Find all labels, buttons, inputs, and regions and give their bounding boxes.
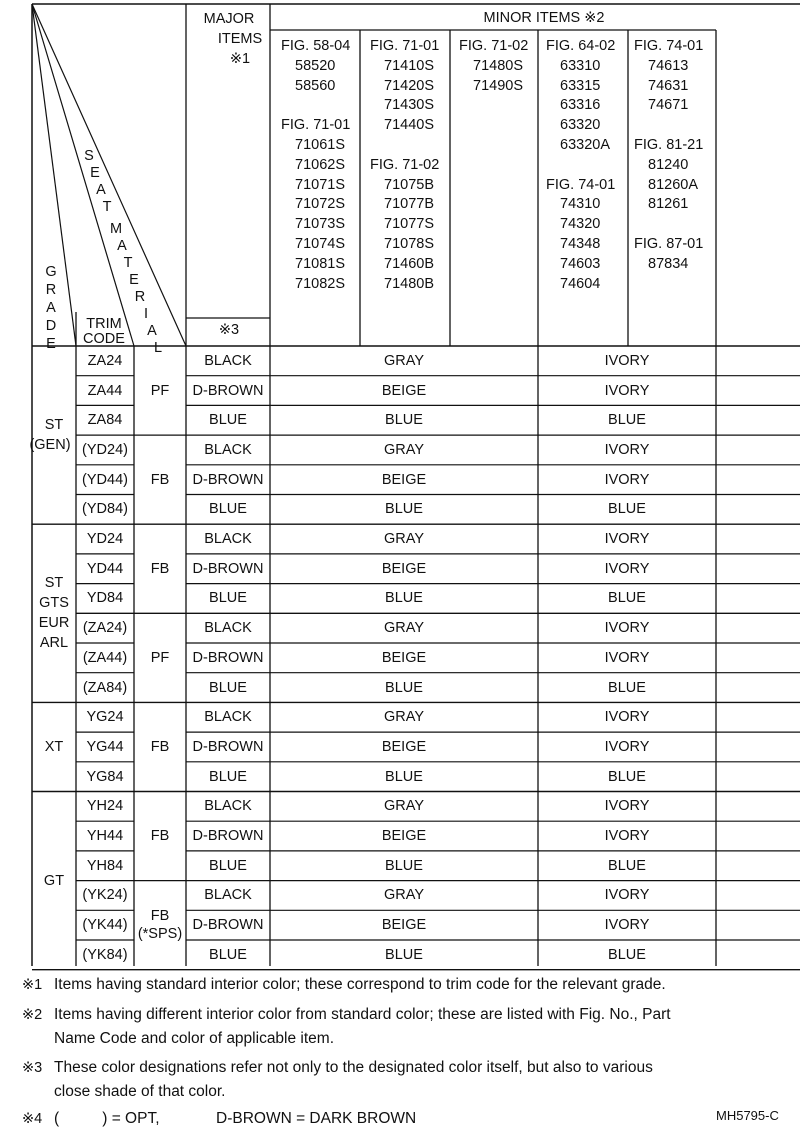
fig-number: FIG. 71-02 [370, 156, 440, 173]
fig-number: FIG. 71-01 [370, 38, 440, 54]
trim-header-line2: CODE [83, 331, 125, 347]
part-code: 71078S [384, 236, 434, 252]
seat-material-letter: A [96, 182, 106, 198]
trim-code-cell: ZA24 [87, 352, 123, 369]
major-color-cell: BLACK [204, 620, 252, 637]
part-code: 71410S [384, 57, 434, 74]
note1-text: Items having standard interior color; these correspond to trim code for the relevant grade. [54, 976, 666, 993]
major-color-cell: BLUE [209, 501, 247, 518]
minor-color-cell: IVORY [604, 560, 650, 577]
minor-color-cell: GRAY [383, 531, 425, 548]
part-code: 63310 [560, 57, 601, 74]
grade-cell: XT [44, 738, 64, 755]
minor-color-cell: GRAY [383, 352, 425, 369]
part-code: 71081S [295, 255, 345, 272]
part-code: 63320A [560, 137, 610, 153]
seat-material-cell: PF [150, 382, 170, 399]
fig-number: FIG. 71-02 [459, 38, 529, 54]
note4-abbreviation: D-BROWN = DARK BROWN [216, 1110, 417, 1127]
trim-code-cell: (YD44) [82, 471, 128, 488]
seat-material-letter: E [129, 272, 139, 288]
minor-color-cell: BEIGE [381, 382, 427, 399]
minor-color-cell: BLUE [385, 857, 423, 874]
minor-color-cell: BLUE [385, 590, 423, 607]
grade-header-letter: E [46, 336, 56, 352]
trim-code-cell: (ZA44) [82, 649, 128, 666]
minor-color-cell: GRAY [383, 798, 425, 815]
part-code: 71460B [384, 255, 434, 272]
minor-color-cell: GRAY [383, 709, 425, 726]
major-color-cell: BLUE [209, 590, 247, 607]
part-code: 71440S [384, 117, 434, 134]
minor-items-header: MINOR ITEMS ※2 [483, 10, 605, 26]
part-code: 74604 [560, 275, 601, 292]
major-color-cell: BLACK [204, 798, 252, 815]
seat-material-letter: M [109, 221, 123, 237]
minor-color-cell: IVORY [604, 441, 650, 458]
part-code: 71480B [384, 275, 434, 292]
minor-color-cell: BEIGE [381, 471, 427, 488]
trim-header-line1: TRIM [86, 316, 122, 332]
part-code: 58520 [295, 57, 336, 74]
minor-color-cell: BLUE [608, 946, 646, 963]
part-code: 63320 [560, 117, 601, 134]
seat-material-cell: FB [150, 738, 170, 755]
part-code: 71490S [473, 77, 523, 94]
part-code: 63315 [560, 77, 601, 94]
grade-header-letter: D [45, 318, 57, 334]
part-code: 87834 [648, 255, 689, 272]
note2-mark: ※2 [22, 1007, 43, 1023]
major-color-cell: BLACK [204, 709, 252, 726]
fig-number: FIG. 74-01 [546, 176, 616, 193]
document-code: MH5795-C [716, 1108, 779, 1123]
minor-color-cell: BEIGE [381, 560, 427, 577]
grade-header-letter: R [45, 282, 57, 298]
trim-code-cell: (YK84) [82, 946, 128, 963]
seat-material-cell: FB [150, 828, 170, 845]
seat-material-letter: S [84, 148, 94, 164]
trim-code-cell: YD24 [86, 531, 124, 548]
major-items-header-line1: MAJOR [203, 11, 255, 27]
fig-number: FIG. 81-21 [634, 137, 704, 153]
seat-material-cell: (*SPS) [137, 926, 183, 943]
note4-mark: ※4 [22, 1111, 43, 1127]
minor-color-cell: GRAY [383, 887, 425, 904]
part-code: 74310 [560, 196, 601, 213]
major-color-cell: D-BROWN [192, 382, 264, 399]
major-items-header-line2: ITEMS [217, 31, 263, 47]
note2-text-line1: Items having different interior color from standard color; these are listed with Fig. No., Part [54, 1006, 671, 1023]
trim-code-cell: YH44 [86, 828, 124, 845]
fig-number: FIG. 71-01 [281, 117, 351, 134]
grade-cell: GTS [39, 595, 69, 612]
minor-color-cell: BLUE [385, 501, 423, 518]
minor-color-cell: BLUE [608, 857, 646, 874]
major-color-cell: BLUE [209, 679, 247, 696]
major-color-cell: BLACK [204, 887, 252, 904]
seat-material-cell: FB [150, 560, 170, 577]
minor-color-cell: BLUE [608, 768, 646, 785]
part-code: 81261 [648, 196, 689, 213]
minor-color-cell: BLUE [608, 679, 646, 696]
trim-code-cell: YH24 [86, 798, 124, 815]
color-note-mark: ※3 [218, 322, 240, 338]
note3-text-line2: close shade of that color. [54, 1083, 226, 1100]
trim-code-cell: YG44 [86, 738, 124, 755]
note4-opt: ( ) = OPT, [54, 1110, 160, 1127]
note3-text-line1: These color designations refer not only to the designated color itself, but also to various [54, 1059, 653, 1076]
grade-header-letter: A [46, 300, 56, 316]
seat-material-letter: E [90, 165, 100, 181]
part-code: 71075B [384, 176, 434, 193]
note3-mark: ※3 [22, 1060, 43, 1076]
seat-material-cell: FB [150, 471, 170, 488]
trim-code-cell: (YD24) [82, 441, 128, 458]
part-code: 74320 [560, 216, 601, 233]
seat-material-cell: PF [150, 649, 170, 666]
seat-material-letter: T [102, 199, 112, 215]
minor-color-cell: IVORY [604, 798, 650, 815]
trim-code-cell: (YK24) [82, 887, 128, 904]
minor-color-cell: IVORY [604, 738, 650, 755]
minor-color-cell: GRAY [383, 620, 425, 637]
major-color-cell: D-BROWN [192, 560, 264, 577]
seat-material-cell: FB [150, 908, 170, 925]
minor-color-cell: IVORY [604, 887, 650, 904]
part-code: 74671 [648, 97, 689, 114]
part-code: 74631 [648, 77, 689, 94]
part-code: 71062S [295, 156, 345, 173]
note1-mark: ※1 [22, 977, 43, 993]
part-code: 71077B [384, 196, 434, 213]
minor-color-cell: BEIGE [381, 738, 427, 755]
seat-material-letter: A [117, 238, 127, 254]
trim-code-cell: YD44 [86, 560, 124, 577]
grade-cell: ST [44, 575, 64, 592]
major-color-cell: BLACK [204, 531, 252, 548]
part-code: 71072S [295, 196, 345, 213]
grade-cell: ST [44, 417, 64, 434]
minor-color-cell: IVORY [604, 828, 650, 845]
minor-color-cell: IVORY [604, 531, 650, 548]
minor-color-cell: IVORY [604, 471, 650, 488]
minor-color-cell: BLUE [385, 679, 423, 696]
trim-code-cell: (YD84) [82, 501, 128, 518]
trim-code-cell: YD84 [86, 590, 124, 607]
major-color-cell: BLUE [209, 412, 247, 429]
minor-color-cell: IVORY [604, 649, 650, 666]
minor-color-cell: BEIGE [381, 649, 427, 666]
grade-cell: (GEN) [29, 437, 71, 454]
major-items-note-mark: ※1 [229, 51, 251, 67]
fig-number: FIG. 64-02 [546, 38, 616, 54]
major-color-cell: D-BROWN [192, 828, 264, 845]
minor-color-cell: BLUE [385, 768, 423, 785]
minor-color-cell: BLUE [608, 412, 646, 429]
part-code: 71071S [295, 176, 345, 193]
note2-text-line2: Name Code and color of applicable item. [54, 1030, 335, 1047]
minor-color-cell: BLUE [385, 412, 423, 429]
minor-color-cell: BLUE [608, 590, 646, 607]
part-code: 74603 [560, 255, 601, 272]
trim-code-cell: YH84 [86, 857, 124, 874]
seat-material-letter: R [134, 289, 146, 305]
major-color-cell: BLUE [209, 768, 247, 785]
minor-color-cell: BLUE [608, 501, 646, 518]
part-code: 74348 [560, 236, 601, 252]
minor-color-cell: GRAY [383, 441, 425, 458]
trim-code-cell: ZA84 [87, 412, 123, 429]
part-code: 71420S [384, 77, 434, 94]
seat-material-letter: L [153, 340, 163, 356]
part-code: 71082S [295, 275, 345, 292]
part-code: 71073S [295, 216, 345, 233]
part-code: 71430S [384, 97, 434, 114]
grade-cell: GT [43, 872, 65, 889]
minor-color-cell: IVORY [604, 352, 650, 369]
part-code: 71074S [295, 236, 345, 252]
minor-color-cell: BEIGE [381, 917, 427, 934]
major-color-cell: D-BROWN [192, 471, 264, 488]
minor-color-cell: IVORY [604, 709, 650, 726]
part-code: 74613 [648, 57, 689, 74]
minor-color-cell: IVORY [604, 382, 650, 399]
trim-code-cell: ZA44 [87, 382, 123, 399]
major-color-cell: D-BROWN [192, 738, 264, 755]
trim-code-cell: YG24 [86, 709, 124, 726]
minor-color-cell: BLUE [385, 946, 423, 963]
part-code: 81240 [648, 156, 689, 173]
major-color-cell: D-BROWN [192, 917, 264, 934]
grade-header-letter: G [45, 264, 57, 280]
trim-code-cell: (ZA84) [82, 679, 128, 696]
seat-material-letter: T [123, 255, 133, 271]
fig-number: FIG. 58-04 [281, 38, 351, 54]
part-code: 58560 [295, 77, 336, 94]
trim-code-cell: (YK44) [82, 917, 128, 934]
part-code: 63316 [560, 97, 601, 114]
seat-material-letter: I [143, 306, 149, 322]
trim-code-cell: (ZA24) [82, 620, 128, 637]
major-color-cell: BLACK [204, 441, 252, 458]
major-color-cell: D-BROWN [192, 649, 264, 666]
fig-number: FIG. 87-01 [634, 236, 704, 252]
grade-cell: EUR [38, 615, 70, 632]
seat-material-letter: A [147, 323, 157, 339]
minor-color-cell: IVORY [604, 917, 650, 934]
fig-number: FIG. 74-01 [634, 38, 704, 54]
major-color-cell: BLACK [204, 352, 252, 369]
minor-color-cell: BEIGE [381, 828, 427, 845]
part-code: 71077S [384, 216, 434, 233]
part-code: 71480S [473, 57, 523, 74]
trim-code-cell: YG84 [86, 768, 124, 785]
part-code: 71061S [295, 137, 345, 153]
minor-color-cell: IVORY [604, 620, 650, 637]
part-code: 81260A [648, 176, 698, 193]
major-color-cell: BLUE [209, 857, 247, 874]
major-color-cell: BLUE [209, 946, 247, 963]
grade-cell: ARL [39, 635, 69, 652]
